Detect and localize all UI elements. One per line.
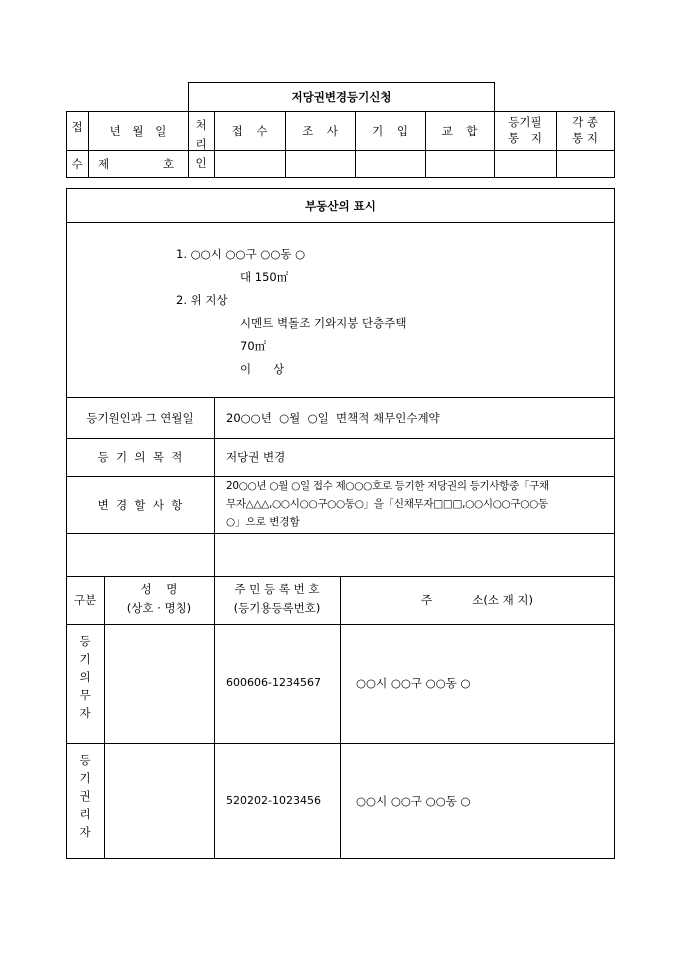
obligor-kind: 등 기 의 무 자 xyxy=(79,634,91,720)
col-review: 조 사 xyxy=(302,124,338,138)
party-id-header-1: 주 민 등 록 번 호 xyxy=(234,582,320,596)
col-verify: 교 합 xyxy=(441,124,478,138)
property-line-2: 대 150㎡ xyxy=(240,270,289,284)
party-name-header-1: 성 명 xyxy=(140,582,178,596)
property-line-5: 70㎡ xyxy=(240,339,267,353)
col-receipt: 접 수 xyxy=(231,124,268,138)
obligee-id: 520202-1023456 xyxy=(226,794,321,807)
obligor-id: 600606-1234567 xyxy=(226,676,321,689)
party-id-header-2: (등기용등록번호) xyxy=(233,601,321,615)
cause-label: 등기원인과 그 연월일 xyxy=(86,411,194,425)
change-label: 변 경 할 사 항 xyxy=(97,498,183,512)
obligee-address: ○○시 ○○구 ○○동 ○ xyxy=(356,794,471,808)
cause-value: 20○○년 ○월 ○일 면책적 채무인수계약 xyxy=(226,411,440,425)
number-label-prefix: 제 xyxy=(98,157,110,171)
form-title: 저당권변경등기신청 xyxy=(291,90,392,104)
number-label-suffix: 호 xyxy=(163,157,175,171)
party-address-header: 주 소(소 재 지) xyxy=(420,593,534,607)
notice-misc-line2: 통 지 xyxy=(572,131,598,145)
change-value-line3: ○」으로 변경함 xyxy=(226,516,300,528)
notice-completion-line2: 통 지 xyxy=(508,131,542,145)
property-section-title: 부동산의 표시 xyxy=(305,199,376,213)
change-value-line2: 무자△△△,○○시○○구○○동○」을「신채무자□□□,○○시○○구○○동 xyxy=(226,498,548,510)
property-line-3: 2. 위 지상 xyxy=(176,293,228,307)
col-entry: 기 입 xyxy=(372,124,408,138)
change-value-line1: 20○○년 ○월 ○일 접수 제○○○호로 등기한 저당권의 등기사항중「구채 xyxy=(226,480,549,492)
party-kind-header: 구분 xyxy=(73,593,97,607)
notice-completion-line1: 등기필 xyxy=(508,115,542,129)
date-label: 년 월 일 xyxy=(109,124,167,138)
obligee-kind: 등 기 권 리 자 xyxy=(79,753,91,839)
purpose-value: 저당권 변경 xyxy=(226,450,286,464)
property-line-6: 이 상 xyxy=(240,362,285,376)
property-line-4: 시멘트 벽돌조 기와지붕 단층주택 xyxy=(240,316,407,330)
receipt-label-top: 접 xyxy=(71,120,83,134)
process-label: 처 리 인 xyxy=(195,118,207,170)
obligor-address: ○○시 ○○구 ○○동 ○ xyxy=(356,676,471,690)
party-name-header-2: (상호 · 명칭) xyxy=(126,601,192,615)
notice-misc-line1: 각 종 xyxy=(572,115,598,129)
receipt-label-bottom: 수 xyxy=(71,157,83,171)
property-line-1: 1. ○○시 ○○구 ○○동 ○ xyxy=(176,247,306,261)
purpose-label: 등 기 의 목 적 xyxy=(97,450,183,464)
